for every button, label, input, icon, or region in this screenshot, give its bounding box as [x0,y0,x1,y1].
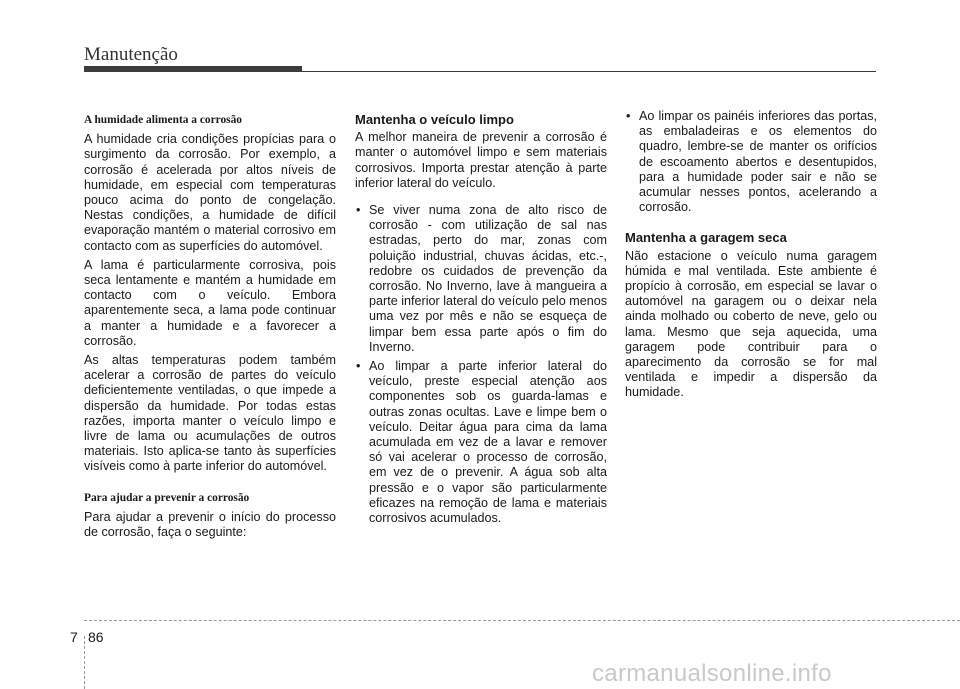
paragraph: Não estacione o veículo numa garagem húmida e mal ventilada. Este ambiente é propício à corrosão, em especial se lavar o automóvel na garagem ou o deixar nela ainda molhado ou coberto de neve, gelo ou lama. Mesmo que seja aquecida, uma garagem pode contribuir para o aparecimento da corrosão se for mal ventilada e impedir a dispersão da humidade. [625,248,877,400]
heading-humidity: A humidade alimenta a corrosão [84,114,242,126]
list-item-text: Ao limpar a parte inferior lateral do veículo, preste especial atenção aos componentes sob os guarda-lamas e outras zonas ocultas. Lave e limpe bem o veículo. Deitar água para cima da lama acumulada em vez de a lavar e remover só vai acelerar o processo de corrosão, em vez de o prevenir. A água sob alta pressão e o vapor são particularmente eficazes na remoção de lama e materiais corrosivos acumulados. [369,359,607,526]
bullet-icon: • [356,203,361,218]
heading-keep-clean: Mantenha o veículo limpo [355,112,514,127]
heading-prevent: Para ajudar a prevenir a corrosão [84,491,250,504]
list-item-text: Ao limpar os painéis inferiores das portas, as embaladeiras e os elementos do quadro, lembre-se de manter os orifícios de escoamento abertos e desentupidos, para a humidade poder sair e não se acumular nesses pontos, acelerando a corrosão. [639,109,877,215]
paragraph: Para ajudar a prevenir o início do processo de corrosão, faça o seguinte: [84,509,336,540]
list-item [625,109,877,215]
paragraph: A melhor maneira de prevenir a corrosão é manter o automóvel limpo e sem materiais corrosivos. Importa prestar atenção à parte inferior lateral do veículo. [355,130,607,190]
header-rule [302,71,876,72]
watermark: carmanualsonline.info [592,660,832,687]
column-right [625,109,877,405]
list-item [355,359,607,526]
bullet-list [355,203,607,526]
paragraph: As altas temperaturas podem também acelerar a corrosão de partes do veículo deficientemente ventiladas, o que impede a dispersão da humidade. Por todas estas razões, importa manter o veículo limpo e livre de lama ou acumulações de outros materiais. Isto aplica-se tanto às superfícies visíveis como à parte inferior do automóvel. [84,353,336,474]
list-item [355,203,607,355]
bullet-list [625,109,877,215]
page-number: 86 [88,629,104,645]
paragraph: A lama é particularmente corrosiva, pois seca lentamente e mantém a humidade em contacto com o veículo. Embora aparentemente seca, a lama pode continuar a manter a humidade e a favorecer a corrosão. [84,257,336,348]
bullet-icon: • [356,359,361,374]
section-title: Manutenção [84,44,178,65]
list-item-text: Se viver numa zona de alto risco de corrosão - com utilização de sal nas estradas, perto do mar, zonas com poluição industrial, chuvas ácidas, etc.-, redobre os cuidados de prevenção da corrosão. No Inverno, lave à mangueira a parte inferior lateral do veículo pelo menos uma vez por mês e não se esqueça de limpar bem essa parte após o fim do Inverno. [369,203,608,354]
column-left [84,109,336,544]
footer-vertical-rule [84,636,85,689]
column-middle [355,109,607,530]
heading-garage-dry: Mantenha a garagem seca [625,230,787,246]
bullet-icon: • [626,109,631,123]
chapter-number: 7 [70,629,78,645]
footer-divider [84,620,960,621]
paragraph: A humidade cria condições propícias para o surgimento da corrosão. Por exemplo, a corrosão é acelerada por altos níveis de humidade, em especial com temperaturas pouco acima do ponto de congelação. Nestas condições, a humidade de difícil evaporação mantém o material corrosivo em contacto com as superfícies do automóvel. [84,132,336,253]
header-bar [84,66,302,72]
